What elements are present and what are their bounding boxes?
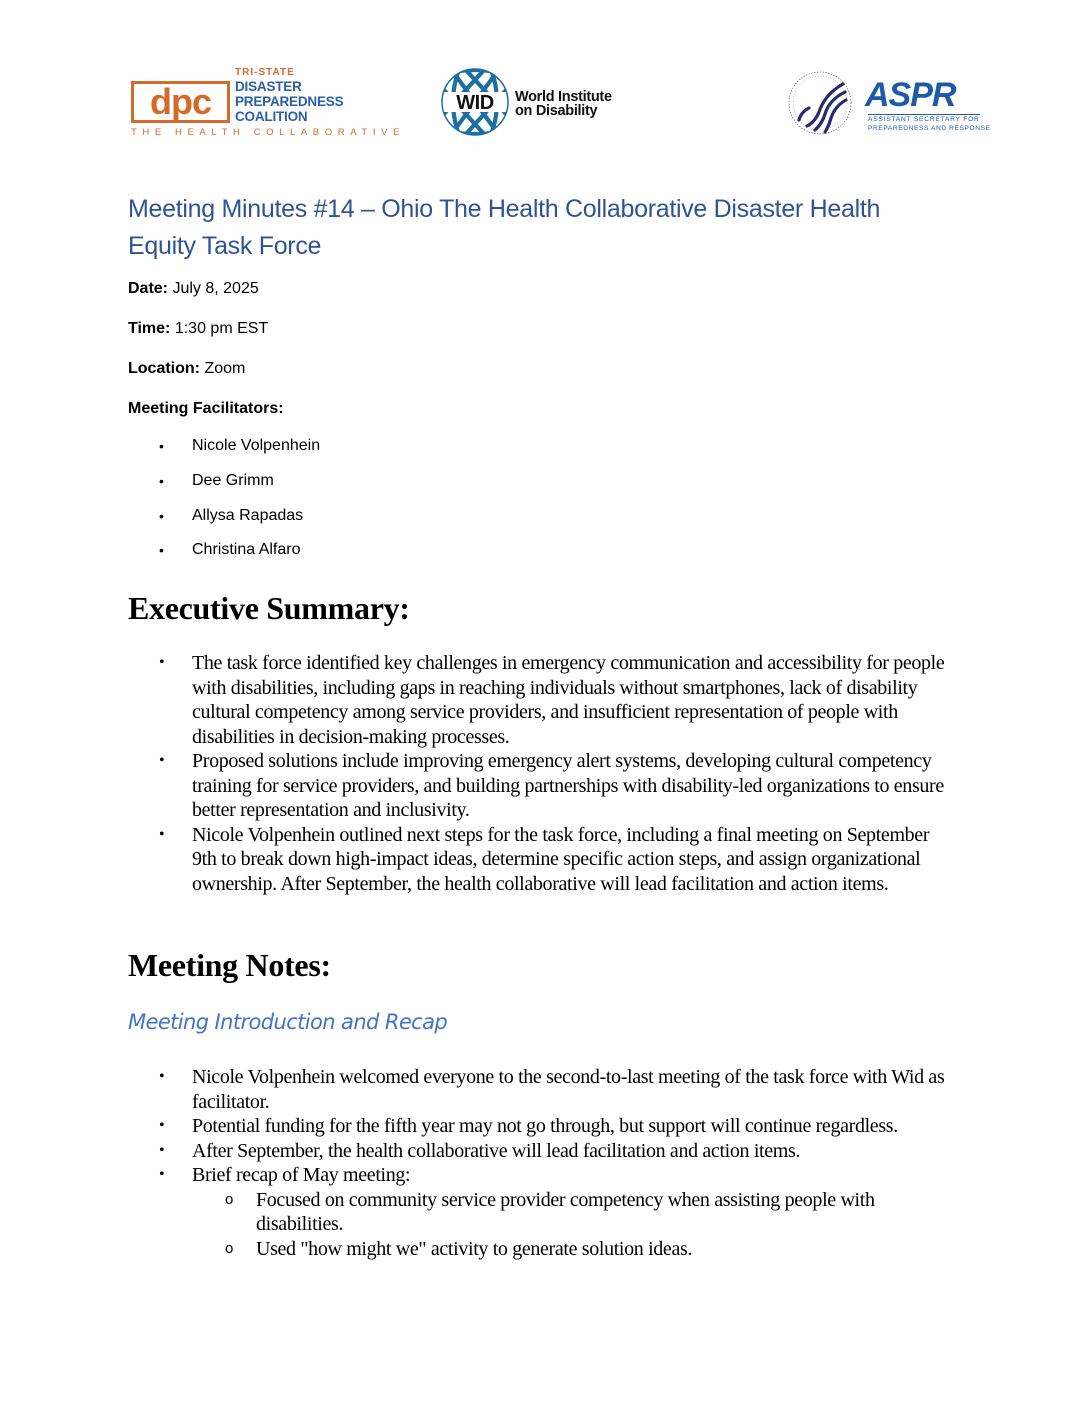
facilitators-label: Meeting Facilitators: <box>128 400 284 417</box>
dpc-tagline: THE HEALTH COLLABORATIVE <box>131 127 405 138</box>
dpc-line-2: PREPAREDNESS <box>235 94 344 109</box>
wid-wordmark <box>515 90 612 118</box>
summary-item: • The task force identified key challenges in emergency communication and accessibility for people with disabilities, including gaps in reaching individuals without smartphones, lack of disability cultural competency among service providers, and insufficient representation of people with disabilities in decision-making processes. <box>159 652 945 748</box>
bullet-icon: • <box>159 508 164 524</box>
bullet-icon: • <box>159 752 165 769</box>
notes-sub-item: o Used "how might we" activity to generate solution ideas. <box>225 1237 693 1260</box>
hollow-bullet-icon: o <box>225 1239 233 1257</box>
aspr-subtitle-1: ASSISTANT SECRETARY FOR <box>868 116 980 123</box>
notes-item: • Brief recap of May meeting: <box>159 1164 411 1186</box>
bullet-icon: • <box>159 1166 165 1183</box>
notes-item: • Potential funding for the fifth year may not go through, but support will continue regardless. <box>159 1115 898 1137</box>
wid-line-2: on Disability <box>515 103 598 119</box>
date-label: Date: <box>128 280 169 297</box>
notes-item: • After September, the health collaborative will lead facilitation and action items. <box>159 1139 801 1162</box>
meta-location <box>128 359 245 379</box>
bullet-icon: • <box>159 473 164 489</box>
svg-text:WID: WID <box>456 92 494 114</box>
notes-item: • Nicole Volpenhein welcomed everyone to the second-to-last meeting of the task force with Wid as facilitator. <box>159 1066 945 1113</box>
hollow-bullet-icon: o <box>225 1190 233 1208</box>
bullet-icon: • <box>159 1141 165 1159</box>
dpc-line-3: COALITION <box>235 109 308 124</box>
dpc-line-1: DISASTER <box>235 79 302 94</box>
executive-summary-list <box>128 651 958 896</box>
time-value: 1:30 pm EST <box>170 320 269 337</box>
meta-time <box>128 319 268 339</box>
aspr-wordmark: ASPR <box>865 76 956 114</box>
date-value: July 8, 2025 <box>168 280 259 297</box>
time-label: Time: <box>128 320 171 337</box>
bullet-icon: • <box>159 1117 165 1134</box>
meta-date <box>128 279 259 299</box>
notes-sub-item: o Focused on community service provider competency when assisting people with disabilities. <box>225 1188 875 1235</box>
wid-globe-icon <box>441 68 509 136</box>
dpc-mark-icon: dpc <box>131 81 230 123</box>
executive-summary-heading: Executive Summary: <box>128 590 410 626</box>
aspr-subtitle-2: PREPAREDNESS AND RESPONSE <box>868 125 991 132</box>
meta-facilitators <box>128 399 284 419</box>
bullet-icon: • <box>159 1068 165 1085</box>
location-value: Zoom <box>200 360 246 377</box>
wid-logo <box>441 68 631 138</box>
hhs-eagle-seal-icon <box>785 68 855 138</box>
wid-line-1: World Institute <box>515 89 612 105</box>
bullet-icon: • <box>159 825 165 843</box>
document-title: Meeting Minutes #14 – Ohio The Health Collaborative Disaster Health Equity Task Force <box>128 195 881 260</box>
location-label: Location: <box>128 360 200 377</box>
aspr-logo <box>785 68 991 140</box>
dpc-logo <box>131 67 405 138</box>
meeting-notes-heading: Meeting Notes: <box>128 947 331 983</box>
meeting-intro-subheading: Meeting Introduction and Recap <box>128 1010 448 1034</box>
summary-item: • Proposed solutions include improving emergency alert systems, developing cultural competency training for service providers, and building partnerships with disability-led organizations to ensure better representation and inclusivity. <box>159 750 944 821</box>
bullet-icon: • <box>159 542 164 558</box>
summary-item: • Nicole Volpenhein outlined next steps for the task force, including a final meeting on September 9th to break down high-impact ideas, determine specific action steps, and assign organizational ownership. After September, the health collaborative will lead facilitation and action items. <box>159 823 930 895</box>
bullet-icon: • <box>159 438 164 454</box>
meeting-notes-list <box>128 1065 958 1261</box>
dpc-wordmark <box>235 68 343 124</box>
dpc-tri-state: TRI-STATE <box>235 67 295 78</box>
bullet-icon: • <box>159 654 165 671</box>
